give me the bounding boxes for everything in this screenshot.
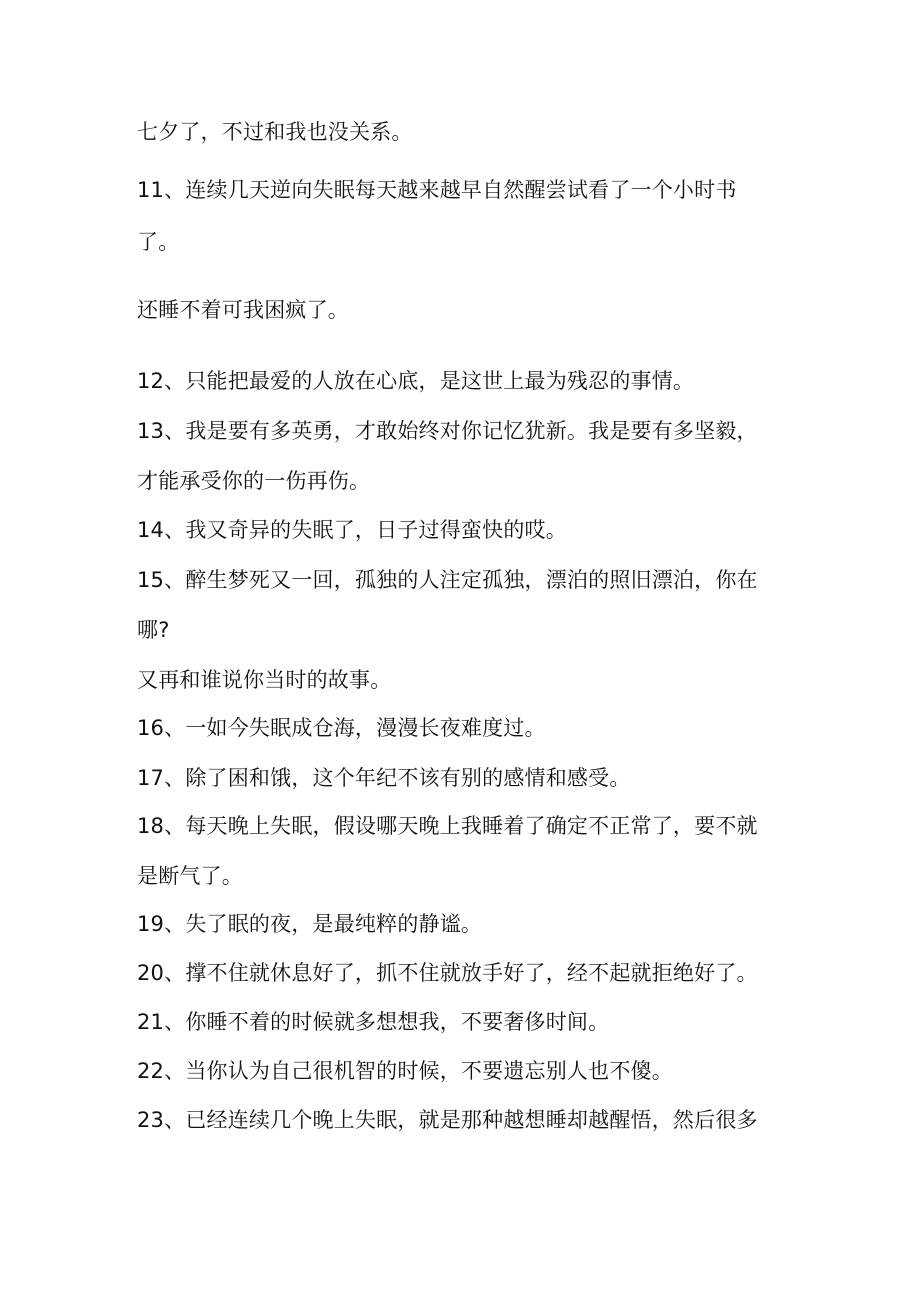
text-line: 23、已经连续几个晚上失眠，就是那种越想睡却越醒悟，然后很多 (137, 1108, 758, 1132)
text-line: 是断气了。 (137, 864, 243, 888)
text-line: 哪? (137, 618, 170, 642)
text-line: 七夕了，不过和我也没关系。 (137, 120, 413, 144)
text-line: 22、当你认为自己很机智的时候，不要遗忘别人也不傻。 (137, 1059, 673, 1083)
text-line: 20、撑不住就休息好了，抓不住就放手好了，经不起就拒绝好了。 (137, 961, 758, 985)
text-line: 12、只能把最爱的人放在心底，是这世上最为残忍的事情。 (137, 369, 695, 393)
text-line: 13、我是要有多英勇，才敢始终对你记忆犹新。我是要有多坚毅， (137, 419, 758, 443)
text-line: 才能承受你的一伤再伤。 (137, 469, 371, 493)
text-line: 了。 (137, 230, 180, 254)
text-line: 21、你睡不着的时候就多想想我，不要奢侈时间。 (137, 1010, 610, 1034)
text-line: 又再和谁说你当时的故事。 (137, 668, 392, 692)
text-line: 11、连续几天逆向失眠每天越来越早自然醒尝试看了一个小时书 (137, 178, 737, 202)
text-line: 18、每天晚上失眠，假设哪天晚上我睡着了确定不正常了，要不就 (137, 814, 758, 838)
text-line: 17、除了困和饿，这个年纪不该有别的感情和感受。 (137, 766, 631, 790)
text-line: 还睡不着可我困疯了。 (137, 298, 349, 322)
text-line: 16、一如今失眠成仓海，漫漫长夜难度过。 (137, 716, 546, 740)
text-line: 15、醉生梦死又一回，孤独的人注定孤独，漂泊的照旧漂泊，你在 (137, 568, 758, 592)
text-line: 14、我又奇异的失眠了，日子过得蛮快的哎。 (137, 518, 567, 542)
text-line: 19、失了眠的夜，是最纯粹的静谧。 (137, 912, 483, 936)
